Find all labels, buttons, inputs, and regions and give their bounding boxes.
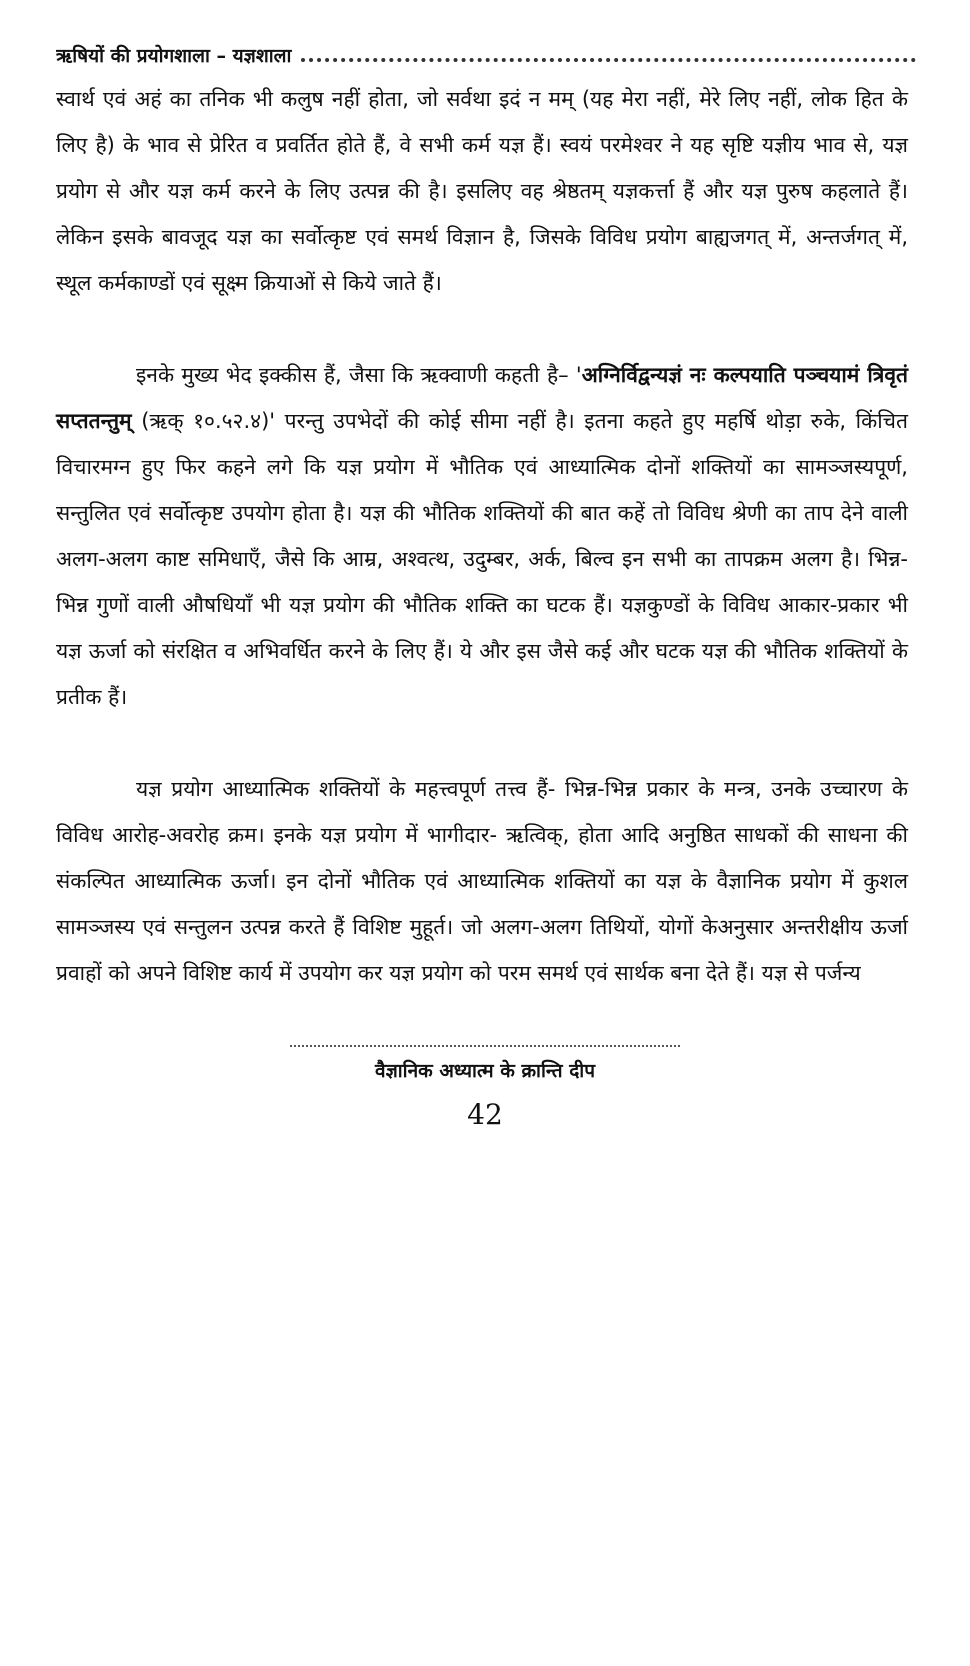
page-number: 42 <box>467 1098 503 1131</box>
footer-book-title: वैज्ञानिक अध्यात्म के क्रान्ति दीप <box>375 1060 595 1082</box>
paragraph-2-intro: इनके मुख्य भेद इक्कीस हैं, जैसा कि ऋक्वाणी कहती है– ' <box>136 363 582 387</box>
paragraph-2 <box>56 352 908 720</box>
rigveda-quote: अग्निर्विद्वन्यज्ञं नः कल्पयाति पञ्चयामं त्रिवृतं सप्ततन्तुम् <box>56 363 908 433</box>
paragraph-2-rest: (ऋक् १०.५२.४)' परन्तु उपभेदों की कोई सीमा नहीं है। इतना कहते हुए महर्षि थोड़ा रुके, किंचित विचारमग्न हुए फिर कहने लगे कि यज्ञ प्रयोग में भौतिक एवं आध्यात्मिक दोनों शक्तियों का सामञ्जस्यपूर्ण, सन्तुलित एवं सर्वोत्कृष्ट उपयोग होता है। यज्ञ की भौतिक शक्तियों की बात कहें तो विविध श्रेणी का ताप देने वाली अलग-अलग काष्ट समिधाएँ, जैसे कि आम्र, अश्वत्थ, उदुम्बर, अर्क, बिल्व इन सभी का तापक्रम अलग है। भिन्न-भिन्न गुणों वाली औषधियाँ भी यज्ञ प्रयोग की भौतिक शक्ति का घटक हैं। यज्ञकुण्डों के विविध आकार-प्रकार भी यज्ञ ऊर्जा को संरक्षित व अभिवर्धित करने के लिए हैं। ये और इस जैसे कई और घटक यज्ञ की भौतिक शक्तियों के प्रतीक हैं। <box>56 409 908 709</box>
running-header <box>56 38 916 70</box>
footer-dotted-rule <box>290 1045 680 1047</box>
header-dotted-leader <box>301 58 916 62</box>
paragraph-3: यज्ञ प्रयोग आध्यात्मिक शक्तियों के महत्त्वपूर्ण तत्त्व हैं- भिन्न-भिन्न प्रकार के मन्त्र, उनके उच्चारण के विविध आरोह-अवरोह क्रम। इनके यज्ञ प्रयोग में भागीदार- ऋत्विक्, होता आदि अनुष्ठित साधकों की साधना की संकल्पित आध्यात्मिक ऊर्जा। इन दोनों भौतिक एवं आध्यात्मिक शक्तियों का यज्ञ के वैज्ञानिक प्रयोग में कुशल सामञ्जस्य एवं सन्तुलन उत्पन्न करते हैं विशिष्ट मुहूर्त। जो अलग-अलग तिथियों, योगों केअनुसार अन्तरीक्षीय ऊर्जा प्रवाहों को अपने विशिष्ट कार्य में उपयोग कर यज्ञ प्रयोग को परम समर्थ एवं सार्थक बना देते हैं। यज्ञ से पर्जन्य <box>56 777 908 985</box>
chapter-title: ऋषियों की प्रयोगशाला – यज्ञशाला <box>56 45 292 67</box>
paragraph-1: स्वार्थ एवं अहं का तनिक भी कलुष नहीं होता, जो सर्वथा इदं न मम् (यह मेरा नहीं, मेरे लिए नहीं, लोक हित के लिए है) के भाव से प्रेरित व प्रवर्तित होते हैं, वे सभी कर्म यज्ञ हैं। स्वयं परमेश्वर ने यह सृष्टि यज्ञीय भाव से, यज्ञ प्रयोग से और यज्ञ कर्म करने के लिए उत्पन्न की है। इसलिए वह श्रेष्ठतम् यज्ञकर्त्ता हैं और यज्ञ पुरुष कहलाते हैं। लेकिन इसके बावजूद यज्ञ का सर्वोत्कृष्ट एवं समर्थ विज्ञान है, जिसके विविध प्रयोग बाह्यजगत् में, अन्तर्जगत् में, स्थूल कर्मकाण्डों एवं सूक्ष्म क्रियाओं से किये जाते हैं। <box>56 87 908 295</box>
body-text <box>56 76 908 996</box>
